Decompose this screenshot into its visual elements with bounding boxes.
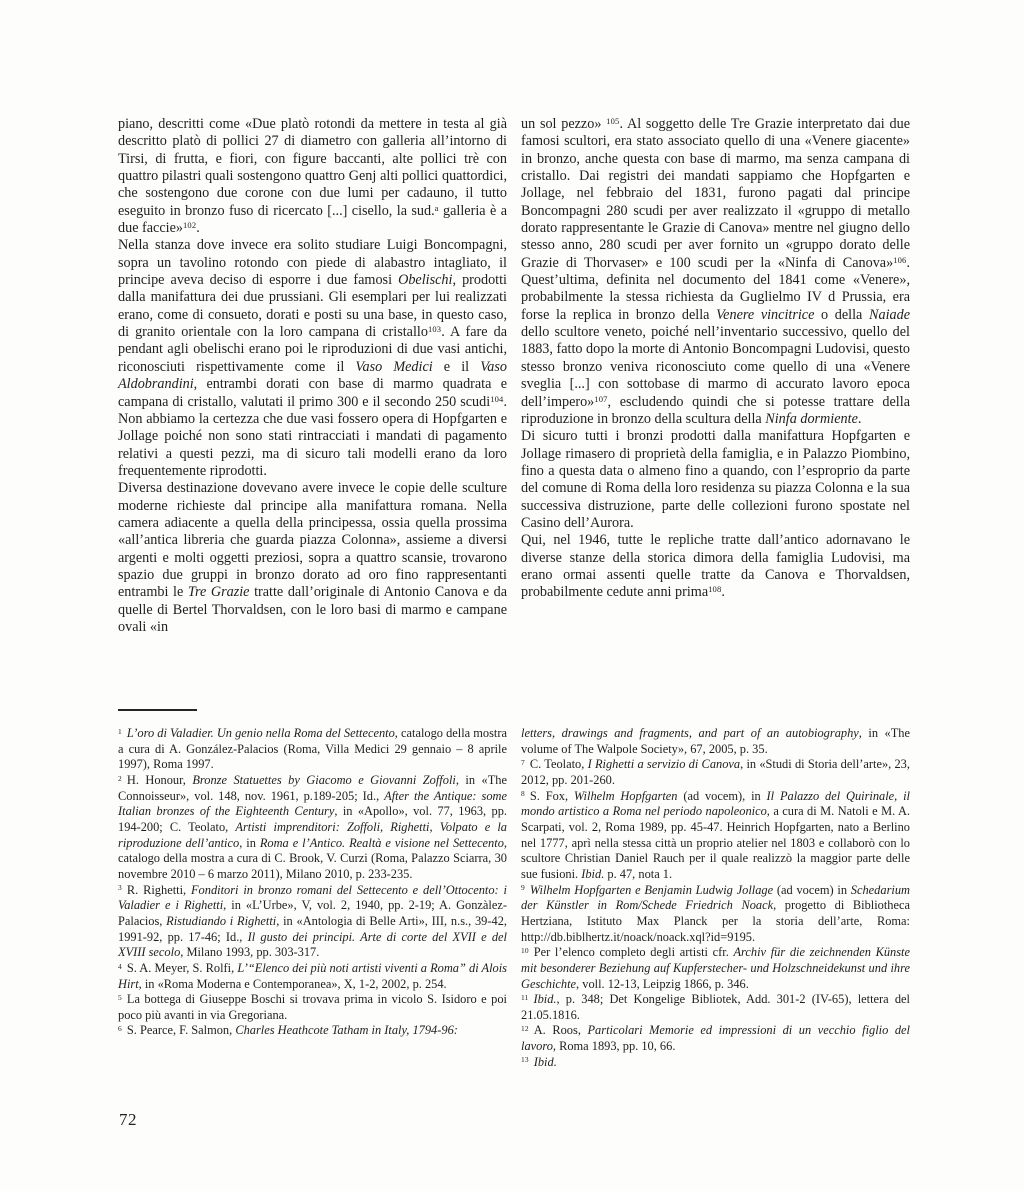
italic-text: Bronze Statuettes by Giacomo e Giovanni Zoffoli [192,772,456,787]
italic-text: Wilhelm Hopfgarten [573,788,678,803]
italic-text: Obelischi [398,272,453,289]
footnote-number: 6 [118,1024,122,1034]
italic-text: Il Palazzo del Quirinale, il mondo artistico a Roma nel periodo napoleonico [521,788,910,819]
footnote-reference: 102 [182,220,197,231]
paragraph: un sol pezzo» $^{105}$. Al soggetto delle Tre Grazie interpretato dai due famosi scultori, era stato associato quello di una «Venere giacente» in bronzo, anche questa con base di marmo, ma senza campana di cristallo. Dai registri dei mandati sappiamo che Hopfgarten e Jollage, nel febbraio del 1831, furono pagati dal principe Boncompagni 280 scudi per aver realizzato il «gruppo di metallo dorato rappresentante le Grazie di Canova» mentre nel giugno dello stesso anno, 280 scudi per aver fornito un «gruppo dorato delle Grazie di Thorvaser» e 100 scudi per la «Ninfa di Canova»$^{106}$. Quest’ultima, definita nel documento del 1841 come «Venere», probabilmente la stessa richiesta da Guglielmo IV d Prussia, era forse la replica in bronzo della Venere vincitrice o della Naiade dello scultore veneto, poiché nell’inventario successivo, quello del 1883, fatto dopo la morte di Antonio Boncompagni Ludovisi, questo stesso bronzo veniva riconosciuto come quello di una «Venere sveglia [...] con sottobase di marmo di accurato lavoro epoca dell’impero»$^{107}$, escludendo quindi che si potesse trattare della riproduzione in bronzo della scultura della Ninfa dormiente. [521,116,910,427]
footnote-number: 13 [521,1055,529,1065]
footnote: $^9$ Wilhelm Hopfgarten e Benjamin Ludwig Jollage (ad vocem) in Schedarium der Künstler in Rom/Schede Friedrich Noack, progetto di Bibliotheca Hertziana, Istituto Max Planck per la storia dell’arte, Roma: http://db.biblhertz.it/noack/noack.xql?id=9195. [521,882,910,944]
footnote-number: 7 [521,757,525,767]
footnote-number: 4 [118,961,122,971]
italic-text: Naiade [869,306,910,323]
footnote-separator-rule [118,709,197,711]
footnote: $^3$ R. Righetti, Fonditori in bronzo romani del Settecento e dell’Ottocento: i Valadier e i Righetti, in «L’Urbe», V, vol. 2, 1940, pp. 2-19; A. Gonzàlez-Palacios, Ristudiando i Righetti, in «Antologia di Belle Arti», III, n.s., 39-42, 1991-92, pp. 17-46; Id., Il gusto dei principi. Arte di corte del XVII e del XVIII secolo, Milano 1993, pp. 303-317. [118,882,507,960]
footnote: letters, drawings and fragments, and part of an autobiography, in «The volume of The Walpole Society», 67, 2005, p. 35. [521,726,910,756]
italic-text: Archiv für die zeichnenden Künste mit besonderer Beziehung auf Kupferstecher- und Holzschneidekunst und ihre Geschichte [521,945,910,991]
paragraph: Di sicuro tutti i bronzi prodotti dalla manifattura Hopfgarten e Jollage rimasero di proprietà della famiglia, e in Palazzo Piombino, fino a questa data o almeno fino a quando, con l’esproprio da parte del comune di Roma della loro residenza su piazza Colonna e la sua successiva distruzione, parte delle collezioni furono spostate nel Casino dell’Aurora. [521,428,910,531]
footnote-number: 2 [118,773,122,783]
italic-text: Tre Grazie [187,584,250,601]
footnote-number: 1 [118,726,122,736]
footnote: $^{12}$ A. Roos, Particolari Memorie ed impressioni di un vecchio figlio del lavoro, Roma 1893, pp. 10, 66. [521,1023,910,1054]
footnote-number: 9 [521,883,525,893]
footnote: $^{11}$ Ibid., p. 348; Det Kongelige Bibliotek, Add. 301-2 (IV-65), lettera del 21.05.1816. [521,992,910,1022]
italic-text: Ibid. [533,1054,557,1069]
italic-text: letters, drawings and fragments, and part of an autobiography [521,726,859,740]
italic-text: Vaso Medici [355,358,433,375]
italic-text: Roma e l’Antico. Realtà e visione nel Settecento [259,835,504,850]
italic-text: Fonditori in bronzo romani del Settecento e dell’Ottocento: i Valadier e i Righetti [118,882,507,913]
footnote-reference: a [434,202,439,213]
italic-text: Ristudiando i Righetti [166,913,277,928]
main-text [118,116,910,636]
footnote-reference: 105 [606,116,620,127]
main-text-column-right [521,116,910,636]
footnotes-column-right [521,726,910,1070]
paragraph: Diversa destinazione dovevano avere invece le copie delle sculture moderne richieste dal principe alla manifattura romana. Nella camera adiacente a quella della principessa, ossia quella prossima «all’antica libreria che guarda piazza Colonna», assieme a diversi argenti e molti oggetti preziosi, sopra a quattro scansie, trovarono spazio due gruppi in bronzo dorato ad oro fino rappresentanti entrambi le Tre Grazie tratte dall’originale di Antonio Canova e da quelle di Bertel Thorvaldsen, con le loro basi di marmo e campane ovali «in [118,480,507,635]
paragraph: Qui, nel 1946, tutte le repliche tratte dall’antico adornavano le diverse stanze della storica dimora della famiglia Ludovisi, ma erano ormai assenti quelle tratte da Canova e Thorvaldsen, probabilmente cedute anni prima$^{108}$. [521,532,910,601]
italic-text: After the Antique: some Italian bronzes of the Eighteenth Century [118,788,507,819]
footnote: $^2$ H. Honour, Bronze Statuettes by Giacomo e Giovanni Zoffoli, in «The Connoisseur», vol. 148, nov. 1961, p.189-205; Id., After the Antique: some Italian bronzes of the Eighteenth Century, in «Apollo», vol. 77, 1963, pp. 194-200; C. Teolato, Artisti imprenditori: Zoffoli, Righetti, Volpato e la riproduzione dell’antico, in Roma e l’Antico. Realtà e visione nel Settecento, catalogo della mostra a cura di C. Brook, V. Curzi (Roma, Palazzo Sciarra, 30 novembre 2010 – 6 marzo 2011), Milano 2010, p. 233-235. [118,772,508,881]
italic-text: Particolari Memorie ed impressioni di un vecchio figlio del lavoro [521,1023,910,1054]
footnote-number: 8 [521,789,525,799]
footnotes [118,726,910,1070]
footnote-number: 10 [521,945,529,955]
page-number: 72 [119,1110,137,1129]
italic-text: Ninfa dormiente [765,410,858,427]
footnote: $^1$ L’oro di Valadier. Un genio nella Roma del Settecento, catalogo della mostra a cura di A. González-Palacios (Roma, Villa Medici 29 gennaio – 8 aprile 1997), Roma 1997. [118,726,507,772]
footnote-number: 3 [118,883,122,893]
italic-text: Venere vincitrice [716,306,815,323]
footnote-reference: 108 [708,584,722,595]
italic-text: Il gusto dei principi. Arte di corte del XVII e del XVIII secolo [118,929,507,960]
italic-text: Wilhelm Hopfgarten e Benjamin Ludwig Jollage [529,882,774,897]
italic-text: Vaso Aldobrandini [118,358,507,393]
main-text-column-left [118,116,507,636]
footnotes-column-left [118,726,507,1070]
italic-text: L’“Elenco dei più noti artisti viventi a Roma” di Alois Hirt [118,960,508,991]
footnote-reference: 104 [490,393,504,404]
italic-text: Schedarium der Künstler in Rom/Schede Friedrich Noack [521,882,910,913]
footnote-number: 12 [521,1024,529,1034]
paragraph: piano, descritti come «Due platò rotondi da mettere in testa al già descritto platò di pollici 27 di diametro con galleria all’intorno di Tirsi, di frutta, e fiori, con figure baccanti, alte pollici trè con quattro pilastri quali sostengono quattro Genj alti pollici quattordici, che sostengono due corone con due lumi per cadauno, il tutto eseguito in bronzo fuso di ricercato [...] cisello, la sud.$^a$ galleria è a due faccie»$^{102}$. [118,116,507,237]
paragraph: Nella stanza dove invece era solito studiare Luigi Boncompagni, sopra un tavolino rotondo con piede di alabastro intagliato, il principe aveva deciso di esporre i due famosi Obelischi, prodotti dalla manifattura dei due prussiani. Gli esemplari per lui realizzati erano, come di consueto, dorati e posti su una base, in questo caso, di granito orientale con la loro campana di cristallo$^{103}$. A fare da pendant agli obelischi erano poi le riproduzioni di due vasi antichi, riconosciuti rispettivamente come il Vaso Medici e il Vaso Aldobrandini, entrambi dorati con base di marmo quadrata e campana di cristallo, valutati il primo 300 e il secondo 250 scudi$^{104}$. Non abbiamo la certezza che due vasi fossero opera di Hopfgarten e Jollage poiché non sono stati rintracciati i mandati di pagamento relativi a questi pezzi, ma di sicuro tali modelli erano da loro frequentemente riprodotti. [118,237,507,479]
footnote: $^7$ C. Teolato, I Righetti a servizio di Canova, in «Studi di Storia dell’arte», 23, 2012, pp. 201-260. [521,757,910,787]
italic-text: L’oro di Valadier. Un genio nella Roma del Settecento [126,726,395,740]
italic-text: Artisti imprenditori: Zoffoli, Righetti, Volpato e la riproduzione dell’antico [118,819,508,850]
footnote-reference: 107 [594,393,608,404]
footnote-reference: 103 [427,324,442,335]
italic-text: Charles Heathcote Tatham in Italy, 1794-96: [235,1023,458,1038]
italic-text: Ibid. [533,992,557,1007]
footnote: $^4$ S. A. Meyer, S. Rolfi, L’“Elenco dei più noti artisti viventi a Roma” di Alois Hirt, in «Roma Moderna e Contemporanea», X, 1-2, 2002, p. 254. [118,960,508,991]
footnote: $^5$ La bottega di Giuseppe Boschi si trovava prima in vicolo S. Isidoro e poi poco più avanti in via Gregoriana. [118,992,507,1022]
footnote: $^8$ S. Fox, Wilhelm Hopfgarten (ad vocem), in Il Palazzo del Quirinale, il mondo artistico a Roma nel periodo napoleonico, a cura di M. Natoli e M. A. Scarpati, vol. 2, Roma 1989, pp. 45-47. Heinrich Hopfgarten, nato a Berlino nel 1777, aprì nella stessa città un proprio atelier nel 1803 e collaborò con lo scultore Christian Daniel Rauch per il quale realizzò la maggior parte delle sue fusioni. Ibid. p. 47, nota 1. [521,788,911,881]
italic-text: Ibid. [581,866,605,881]
footnote: $^6$ S. Pearce, F. Salmon, Charles Heathcote Tatham in Italy, 1794-96: [118,1023,458,1038]
footnote-reference: 106 [893,254,907,265]
italic-text: I Righetti a servizio di Canova [587,757,741,772]
footnote-number: 11 [521,992,529,1002]
footnote-number: 5 [118,992,122,1002]
footnote [521,1055,910,1071]
footnote: $^{10}$ Per l’elenco completo degli artisti cfr. Archiv für die zeichnenden Künste mit besonderer Beziehung auf Kupferstecher- und Holzschneidekunst und ihre Geschichte, voll. 12-13, Leipzig 1866, p. 346. [521,945,910,991]
